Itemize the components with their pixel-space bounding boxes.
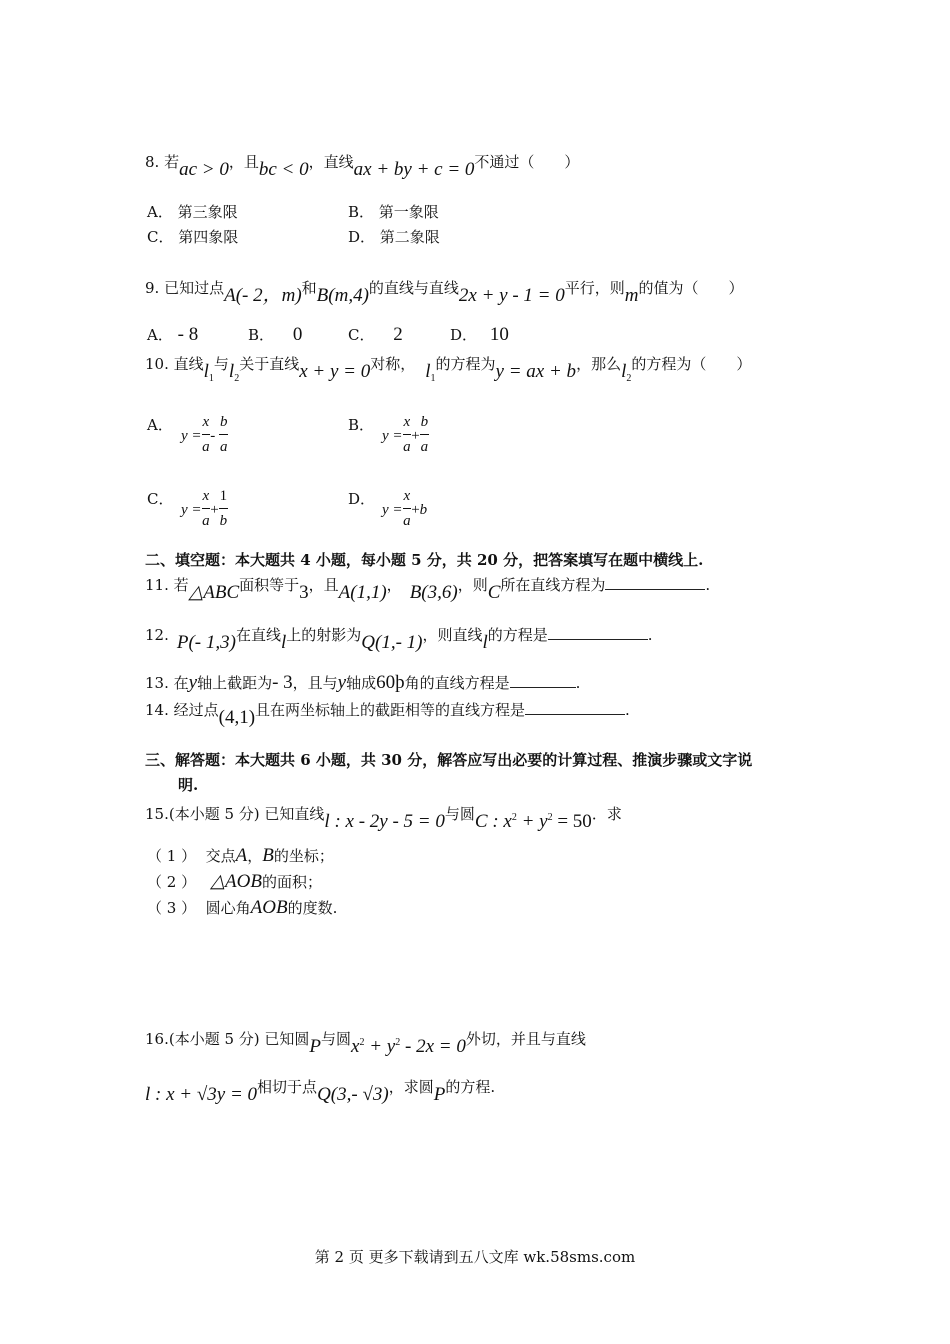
question-16-cont: l : x + √3y = 0相切于点Q(3,- √3)，求圆P的方程.	[145, 1078, 496, 1105]
q10-option-c-label: C．	[147, 490, 174, 508]
question-9: 9. 已知过点A(- 2，m)和B(m,4)的直线与直线2x + y - 1 = 0平行，则m的值为（ ）	[145, 279, 744, 306]
q15-part-3: （ 3 ） 圆心角AOB的度数.	[147, 897, 338, 918]
q9-option-a: A． - 8	[147, 324, 199, 345]
q14-answer-blank[interactable]	[525, 700, 625, 715]
q8-option-c: C． 第四象限	[147, 228, 239, 246]
q10-option-c: y = $\frac{x}{a}$ + $\frac{1}{b}$	[181, 486, 228, 535]
q8-option-b: B． 第一象限	[348, 203, 439, 221]
q8-condition-bc: bc < 0	[258, 159, 309, 180]
q10-option-a: y = $\frac{x}{a}$ - $\frac{b}{a}$	[181, 412, 228, 461]
section-2-heading: 二、填空题：本大题共 4 小题，每小题 5 分，共 20 分，把答案填写在题中横线上.	[145, 551, 704, 569]
q9-option-d: D． 10	[450, 324, 509, 345]
question-12: 12. P(- 1,3)在直线l上的射影为Q(1,- 1)，则直线l的方程是 .	[145, 626, 653, 653]
q9-point-b: B(m,4)	[316, 285, 369, 306]
q15-circle-equation: C : $x^2 + y^2 = 50$	[474, 811, 592, 832]
question-8: 8. 若ac > 0，且bc < 0，直线ax + by + c = 0不通过（ ）	[145, 153, 580, 180]
q9-option-b: B． 0	[248, 324, 303, 345]
question-14: 14. 经过点(4,1)且在两坐标轴上的截距相等的直线方程是 .	[145, 701, 630, 728]
q11-answer-blank[interactable]	[605, 575, 705, 590]
question-11: 11. 若△ABC面积等于3，且A(1,1)， B(3,6)，则C所在直线方程为 .	[145, 576, 711, 603]
q8-line-equation: ax + by + c = 0	[353, 159, 475, 180]
section-3-heading-cont: 明.	[178, 776, 199, 794]
q16-circle-equation: $x^2 + y^2 - 2x = 0$	[351, 1036, 466, 1057]
q9-point-a: A(- 2，m)	[224, 285, 302, 306]
q10-l1-equation: y = ax + b	[495, 361, 577, 382]
q9-option-c: C． 2	[348, 324, 403, 345]
q10-symmetry-line: x + y = 0	[299, 361, 371, 382]
q16-line-equation: l : x + √3y = 0	[145, 1084, 258, 1105]
page-footer: 第 2 页 更多下载请到五八文库 wk.58sms.com	[314, 1248, 636, 1266]
q10-option-d: y = $\frac{x}{a}$ +b	[382, 486, 427, 535]
question-15: 15.(本小题 5 分) 已知直线l : x - 2y - 5 = 0与圆C : $x^2 + y^2 = 50$．求	[145, 805, 622, 832]
q8-number: 8. 若	[145, 153, 180, 171]
q15-part-1: （ 1 ） 交点A，B的坐标；	[147, 845, 334, 866]
section-3-heading: 三、解答题：本大题共 6 小题，共 30 分，解答应写出必要的计算过程、推演步骤或文字说	[145, 751, 753, 769]
question-10: 10. 直线$l_1$与$l_2$关于直线x + y = 0对称， $l_1$的方程为y = ax + b，那么$l_2$的方程为（ ）	[145, 355, 752, 384]
q10-option-b: y = $\frac{x}{a}$ + $\frac{b}{a}$	[382, 412, 429, 461]
q10-option-a-label: A．	[147, 416, 173, 434]
q12-answer-blank[interactable]	[548, 625, 648, 640]
q10-option-d-label: D．	[348, 490, 376, 508]
q10-option-b-label: B．	[348, 416, 375, 434]
q9-line-equation: 2x + y - 1 = 0	[458, 285, 565, 306]
q8-option-d: D． 第二象限	[348, 228, 440, 246]
q15-part-2: （ 2 ） △AOB的面积；	[147, 871, 322, 892]
question-13: 13. 在y轴上截距为- 3，且与y轴成60þ角的直线方程是 .	[145, 672, 581, 693]
q8-condition-ac: ac > 0	[179, 159, 229, 180]
q13-answer-blank[interactable]	[510, 673, 576, 688]
question-16: 16.(本小题 5 分) 已知圆P与圆$x^2 + y^2 - 2x = 0$外切，并且与直线	[145, 1030, 586, 1057]
q8-option-a: A． 第三象限	[147, 203, 238, 221]
q15-line-equation: l : x - 2y - 5 = 0	[324, 811, 445, 832]
